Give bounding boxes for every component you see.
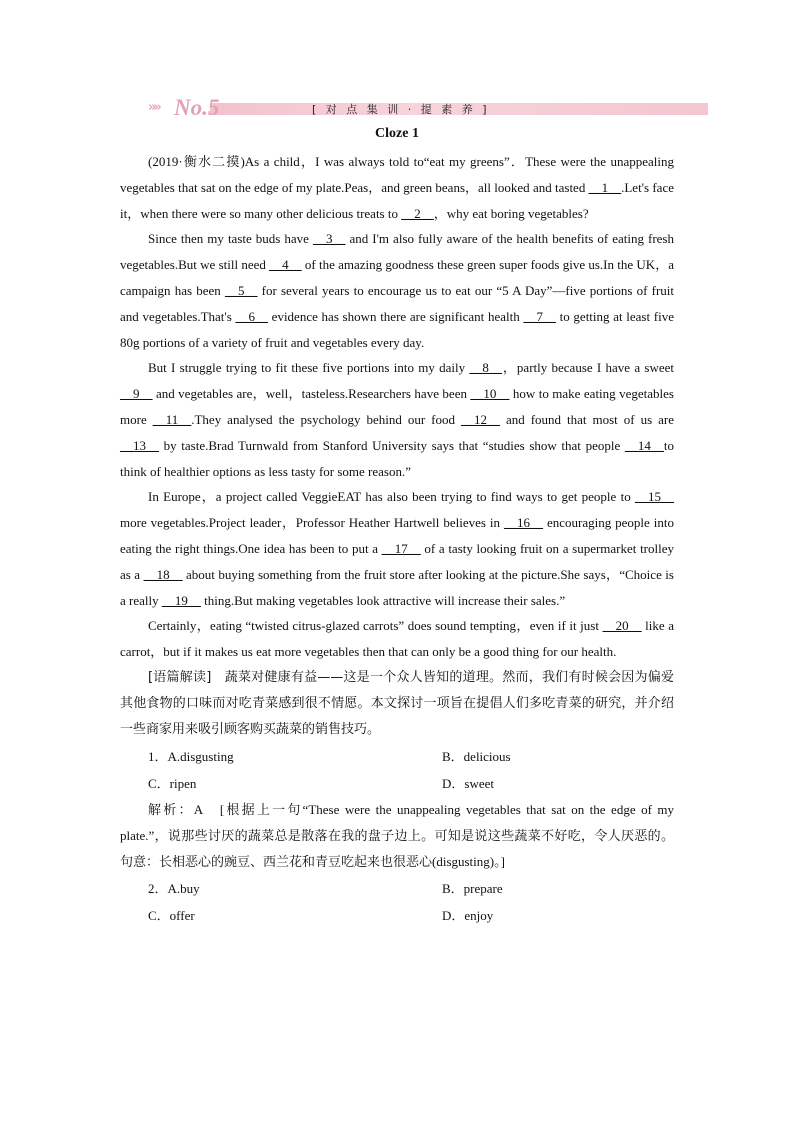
passage-text: evidence has shown there are significant health [267,308,524,324]
q1-explanation: 解析：A [根据上一句“These were the unappealing vegetables that sat on the edge of my plate.”，说那些讨厌的蔬菜总是散落在我的盘子边上。可知是说这些蔬菜不好吃，令人厌恶的。句意：长相恶心的豌豆、西兰花和青豆吃起来也很恶心(disgusting)。] [120,801,674,869]
content [120,149,674,929]
passage-text: Since then my taste buds have [148,231,313,247]
question-2-options-row-2 [120,902,674,929]
question-1-options-row-1 [120,743,674,770]
q1-option-c: C．ripen [148,775,197,791]
question-2-options-row-1 [120,875,674,902]
passage-text: and found that most of us are [499,411,674,427]
cloze-blank: __2__ [401,205,434,221]
cloze-blank: __15__ [635,489,674,505]
cloze-blank: __9__ [120,386,153,402]
cloze-blank: __1__ [588,179,622,195]
passage-text: by taste.Brad Turnwald from Stanford University says that “studies show that people [159,437,625,453]
cloze-blank: __4__ [269,257,302,273]
passage-text: more vegetables.Project leader，Professor Heather Hartwell believes in [120,515,504,531]
cloze-blank: __17__ [381,540,421,556]
question-1-options-row-2 [120,770,674,797]
passage-text: .They analysed the psychology behind our food [191,411,461,427]
passage-text: like a carrot，but if it makes us eat more vegetables then that can only be a good thing for our health. [120,618,675,660]
cloze-blank: __18__ [143,566,183,582]
passage-text: and vegetables are，well，tasteless.Researchers have been [152,386,471,402]
passage-paragraph [120,484,674,613]
cloze-blank: __11__ [152,411,192,427]
passage-text: In Europe，a project called VeggieEAT has also been trying to find ways to get people to [148,489,635,505]
passage-text: about buying something from the fruit store after looking at the picture.She says，“Choice is a really [120,566,674,608]
banner-subtitle: [ 对 点 集 训 · 提 素 养 ] [312,103,490,116]
passage-text: ，partly because I have a sweet [501,360,674,376]
passage-text: to getting at least five 80g portions of a variety of fruit and vegetables every day. [120,308,674,350]
cloze-blank: __13__ [120,437,159,453]
q1-option-d: D．sweet [442,775,494,791]
cloze-blank: __19__ [161,592,201,608]
banner-arrows-icon: »» [148,100,159,115]
cloze-blank: __3__ [312,231,346,247]
cloze-blank: __6__ [235,308,268,324]
cloze-title: Cloze 1 [375,126,419,141]
passage-text: But I struggle trying to fit these five portions into my daily [148,360,470,376]
passage-paragraph [120,149,674,226]
cloze-blank: __14__ [624,437,664,453]
passage-text: thing.But making vegetables look attractive will increase their sales.” [200,592,566,608]
q2-option-d: D．enjoy [442,907,494,923]
passage-text: ，why eat boring vegetables? [433,205,589,221]
cloze-blank: __5__ [224,282,258,298]
passage-text: to think of healthier options as less tasty for some reason.” [120,437,674,479]
q1-option-a: 1．A.disgusting [148,748,234,764]
section-banner [148,95,708,121]
cloze-blank: __20__ [602,618,642,634]
passage-text: of the amazing goodness these green super foods give us.In the UK，a campaign has been [120,257,674,298]
q2-option-b: B．prepare [442,880,503,896]
passage-text: Certainly，eating “twisted citrus-glazed carrots” does sound tempting，even if it just [148,618,603,634]
cloze-blank: __16__ [503,515,543,531]
passage-text: .Let's face it，when there were so many other delicious treats to [120,179,674,221]
passage-paragraph [120,226,674,355]
passage-paragraph [120,355,674,484]
passage-text: and I'm also fully aware of the health benefits of eating fresh vegetables.But we still need [120,231,674,273]
cloze-blank: __8__ [469,360,502,376]
passage-text: (2019·衡水二摸)As a child，I was always told to“eat my greens”．These were the unappealing vegetables that sat on the edge of my plate.Peas，and green beans，all looked and tasted [120,154,674,195]
passage-analysis: [语篇解读] 蔬菜对健康有益——这是一个众人皆知的道理。然而，我们有时候会因为偏爱其他食物的口味而对吃青菜感到很不情愿。本文探讨一项旨在提倡人们多吃青菜的研究，并介绍一些商家用来吸引顾客购买蔬菜的销售技巧。 [120,669,674,737]
cloze-blank: __12__ [460,411,500,427]
passage-text: how to make eating vegetables more [120,386,674,427]
cloze-passage [120,149,674,665]
q1-option-b: B．delicious [442,748,511,764]
cloze-blank: __10__ [470,386,510,402]
banner-number: No.5 [174,95,220,120]
passage-text: encouraging people into eating the right things.One idea has been to put a [120,515,674,556]
q2-option-c: C．offer [148,907,195,923]
passage-paragraph [120,613,674,665]
passage-text: of a tasty looking fruit on a supermarket trolley as a [120,540,674,582]
passage-text: for several years to encourage us to eat our “5 A Day”—five portions of fruit and vegetables.That's [120,282,674,324]
cloze-blank: __7__ [523,308,556,324]
q2-option-a: 2．A.buy [148,880,200,896]
